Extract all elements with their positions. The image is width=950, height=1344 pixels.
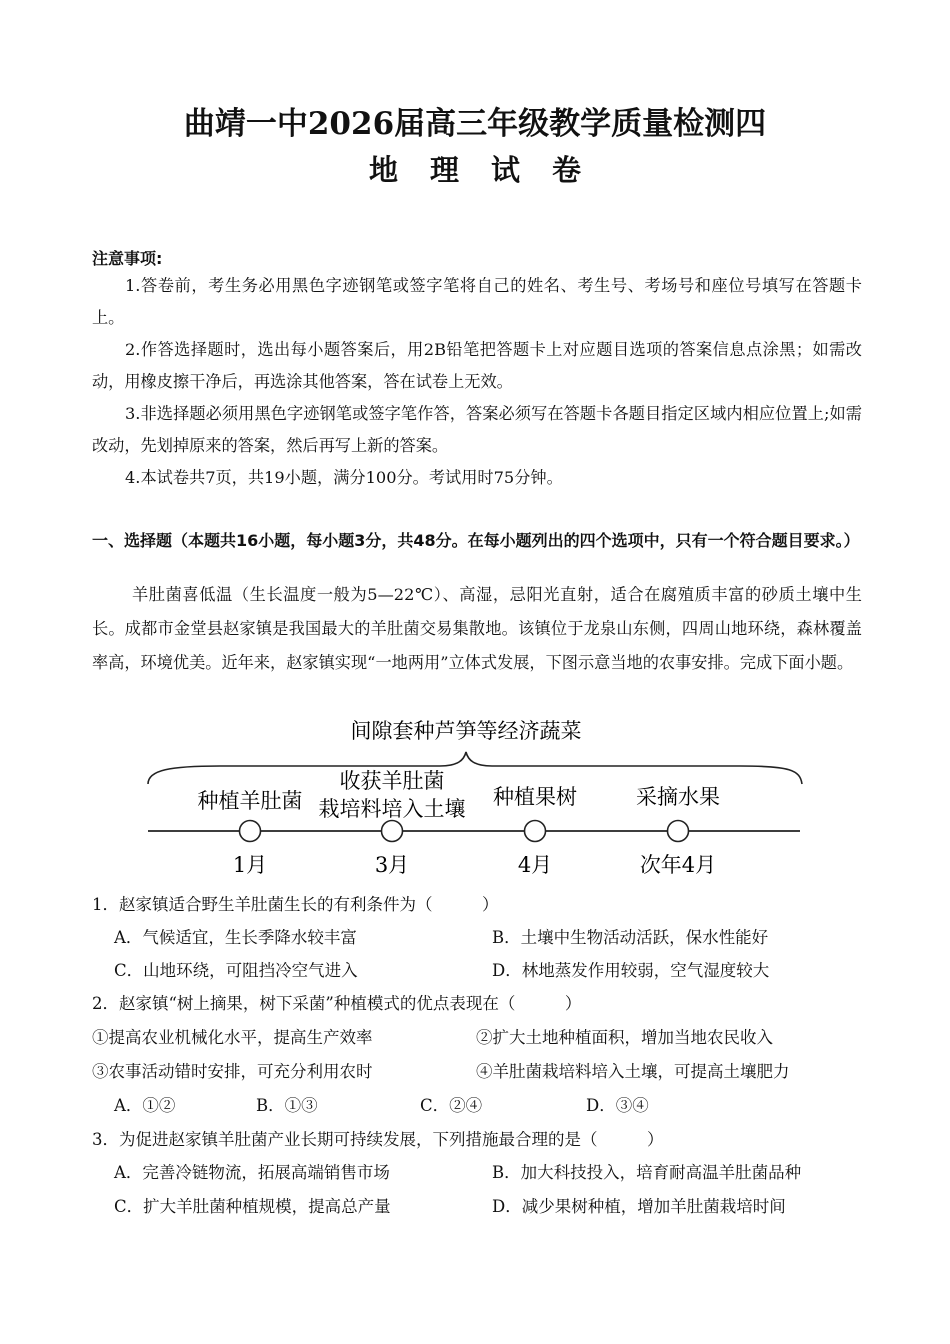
date-label-3: 4月	[517, 853, 553, 877]
q1-option-b: B．土壤中生物活动活跃，保水性能好	[492, 928, 769, 947]
q3-option-c: C．扩大羊肚菌种植规模，提高总产量	[114, 1197, 391, 1216]
subject-title: 地理试卷	[368, 153, 613, 187]
q2-statement-1: ①提高农业机械化水平，提高生产效率	[92, 1028, 373, 1047]
event-label-2b: 栽培料培入土壤	[318, 797, 466, 821]
notice-item-2: 2.作答选择题时，选出每小题答案后，用2B铅笔把答题卡上对应题目选项的答案信息点涂黑；如需改动，用橡皮擦干净后，再选涂其他答案，答在试卷上无效。	[92, 340, 862, 391]
notice-heading: 注意事项:	[92, 249, 163, 268]
event-label-1: 种植羊肚菌	[197, 789, 303, 813]
q2-option-a: A．①②	[114, 1096, 176, 1115]
q2-statement-4: ④羊肚菌栽培料培入土壤，可提高土壤肥力	[476, 1062, 790, 1081]
q3-option-b: B．加大科技投入，培育耐高温羊肚菌品种	[492, 1163, 802, 1182]
farming-schedule-diagram	[140, 712, 810, 884]
brace-line	[148, 752, 802, 784]
question-2-stem: 2．赵家镇“树上摘果，树下采菌”种植模式的优点表现在（ ）	[92, 994, 582, 1013]
event-label-3: 种植果树	[493, 785, 577, 809]
timeline-node-2	[382, 821, 403, 842]
timeline-node-3	[525, 821, 546, 842]
q2-statement-2: ②扩大土地种植面积，增加当地农民收入	[476, 1028, 773, 1047]
notice-item-3: 3.非选择题必须用黑色字迹钢笔或签字笔作答，答案必须写在答题卡各题目指定区域内相应位置上;如需改动，先划掉原来的答案，然后再写上新的答案。	[92, 404, 862, 455]
exam-title: 曲靖一中2026届高三年级教学质量检测四	[183, 106, 767, 142]
q1-option-a: A．气候适宜，生长季降水较丰富	[114, 928, 357, 947]
passage: 羊肚菌喜低温（生长温度一般为5—22℃）、高湿，忌阳光直射，适合在腐殖质丰富的砂质土壤中生长。成都市金堂县赵家镇是我国最大的羊肚菌交易集散地。该镇位于龙泉山东侧，四周山地环绕，森林覆盖率高，环境优美。近年来，赵家镇实现“一地两用”立体式发展，下图示意当地的农事安排。完成下面小题。	[92, 585, 862, 672]
event-label-2a: 收获羊肚菌	[339, 769, 445, 793]
timeline-node-4	[668, 821, 689, 842]
q2-statement-3: ③农事活动错时安排，可充分利用农时	[92, 1062, 373, 1081]
notice-item-1: 1.答卷前，考生务必用黑色字迹钢笔或签字笔将自己的姓名、考生号、考场号和座位号填写在答题卡上。	[92, 276, 862, 327]
q2-option-c: C．②④	[420, 1096, 483, 1115]
notice-item-4: 4.本试卷共7页，共19小题，满分100分。考试用时75分钟。	[125, 468, 563, 487]
q3-option-d: D．减少果树种植，增加羊肚菌栽培时间	[492, 1197, 786, 1216]
date-label-4: 次年4月	[639, 853, 717, 877]
q1-option-c: C．山地环绕，可阻挡冷空气进入	[114, 961, 358, 980]
diagram-top-label: 间隙套种芦笋等经济蔬菜	[350, 719, 582, 743]
date-label-1: 1月	[232, 853, 268, 877]
q3-option-a: A．完善冷链物流，拓展高端销售市场	[114, 1163, 390, 1182]
timeline-node-1	[240, 821, 261, 842]
section-heading: 一、选择题（本题共16小题，每小题3分，共48分。在每小题列出的四个选项中，只有一个符合题目要求。）	[92, 531, 860, 550]
question-3-stem: 3．为促进赵家镇羊肚菌产业长期可持续发展，下列措施最合理的是（ ）	[92, 1130, 664, 1149]
q1-option-d: D．林地蒸发作用较弱，空气湿度较大	[492, 961, 770, 980]
question-1-stem: 1．赵家镇适合野生羊肚菌生长的有利条件为（ ）	[92, 895, 499, 914]
date-label-2: 3月	[374, 853, 410, 877]
q2-option-d: D．③④	[586, 1096, 649, 1115]
event-label-4: 采摘水果	[636, 785, 720, 809]
q2-option-b: B．①③	[256, 1096, 318, 1115]
